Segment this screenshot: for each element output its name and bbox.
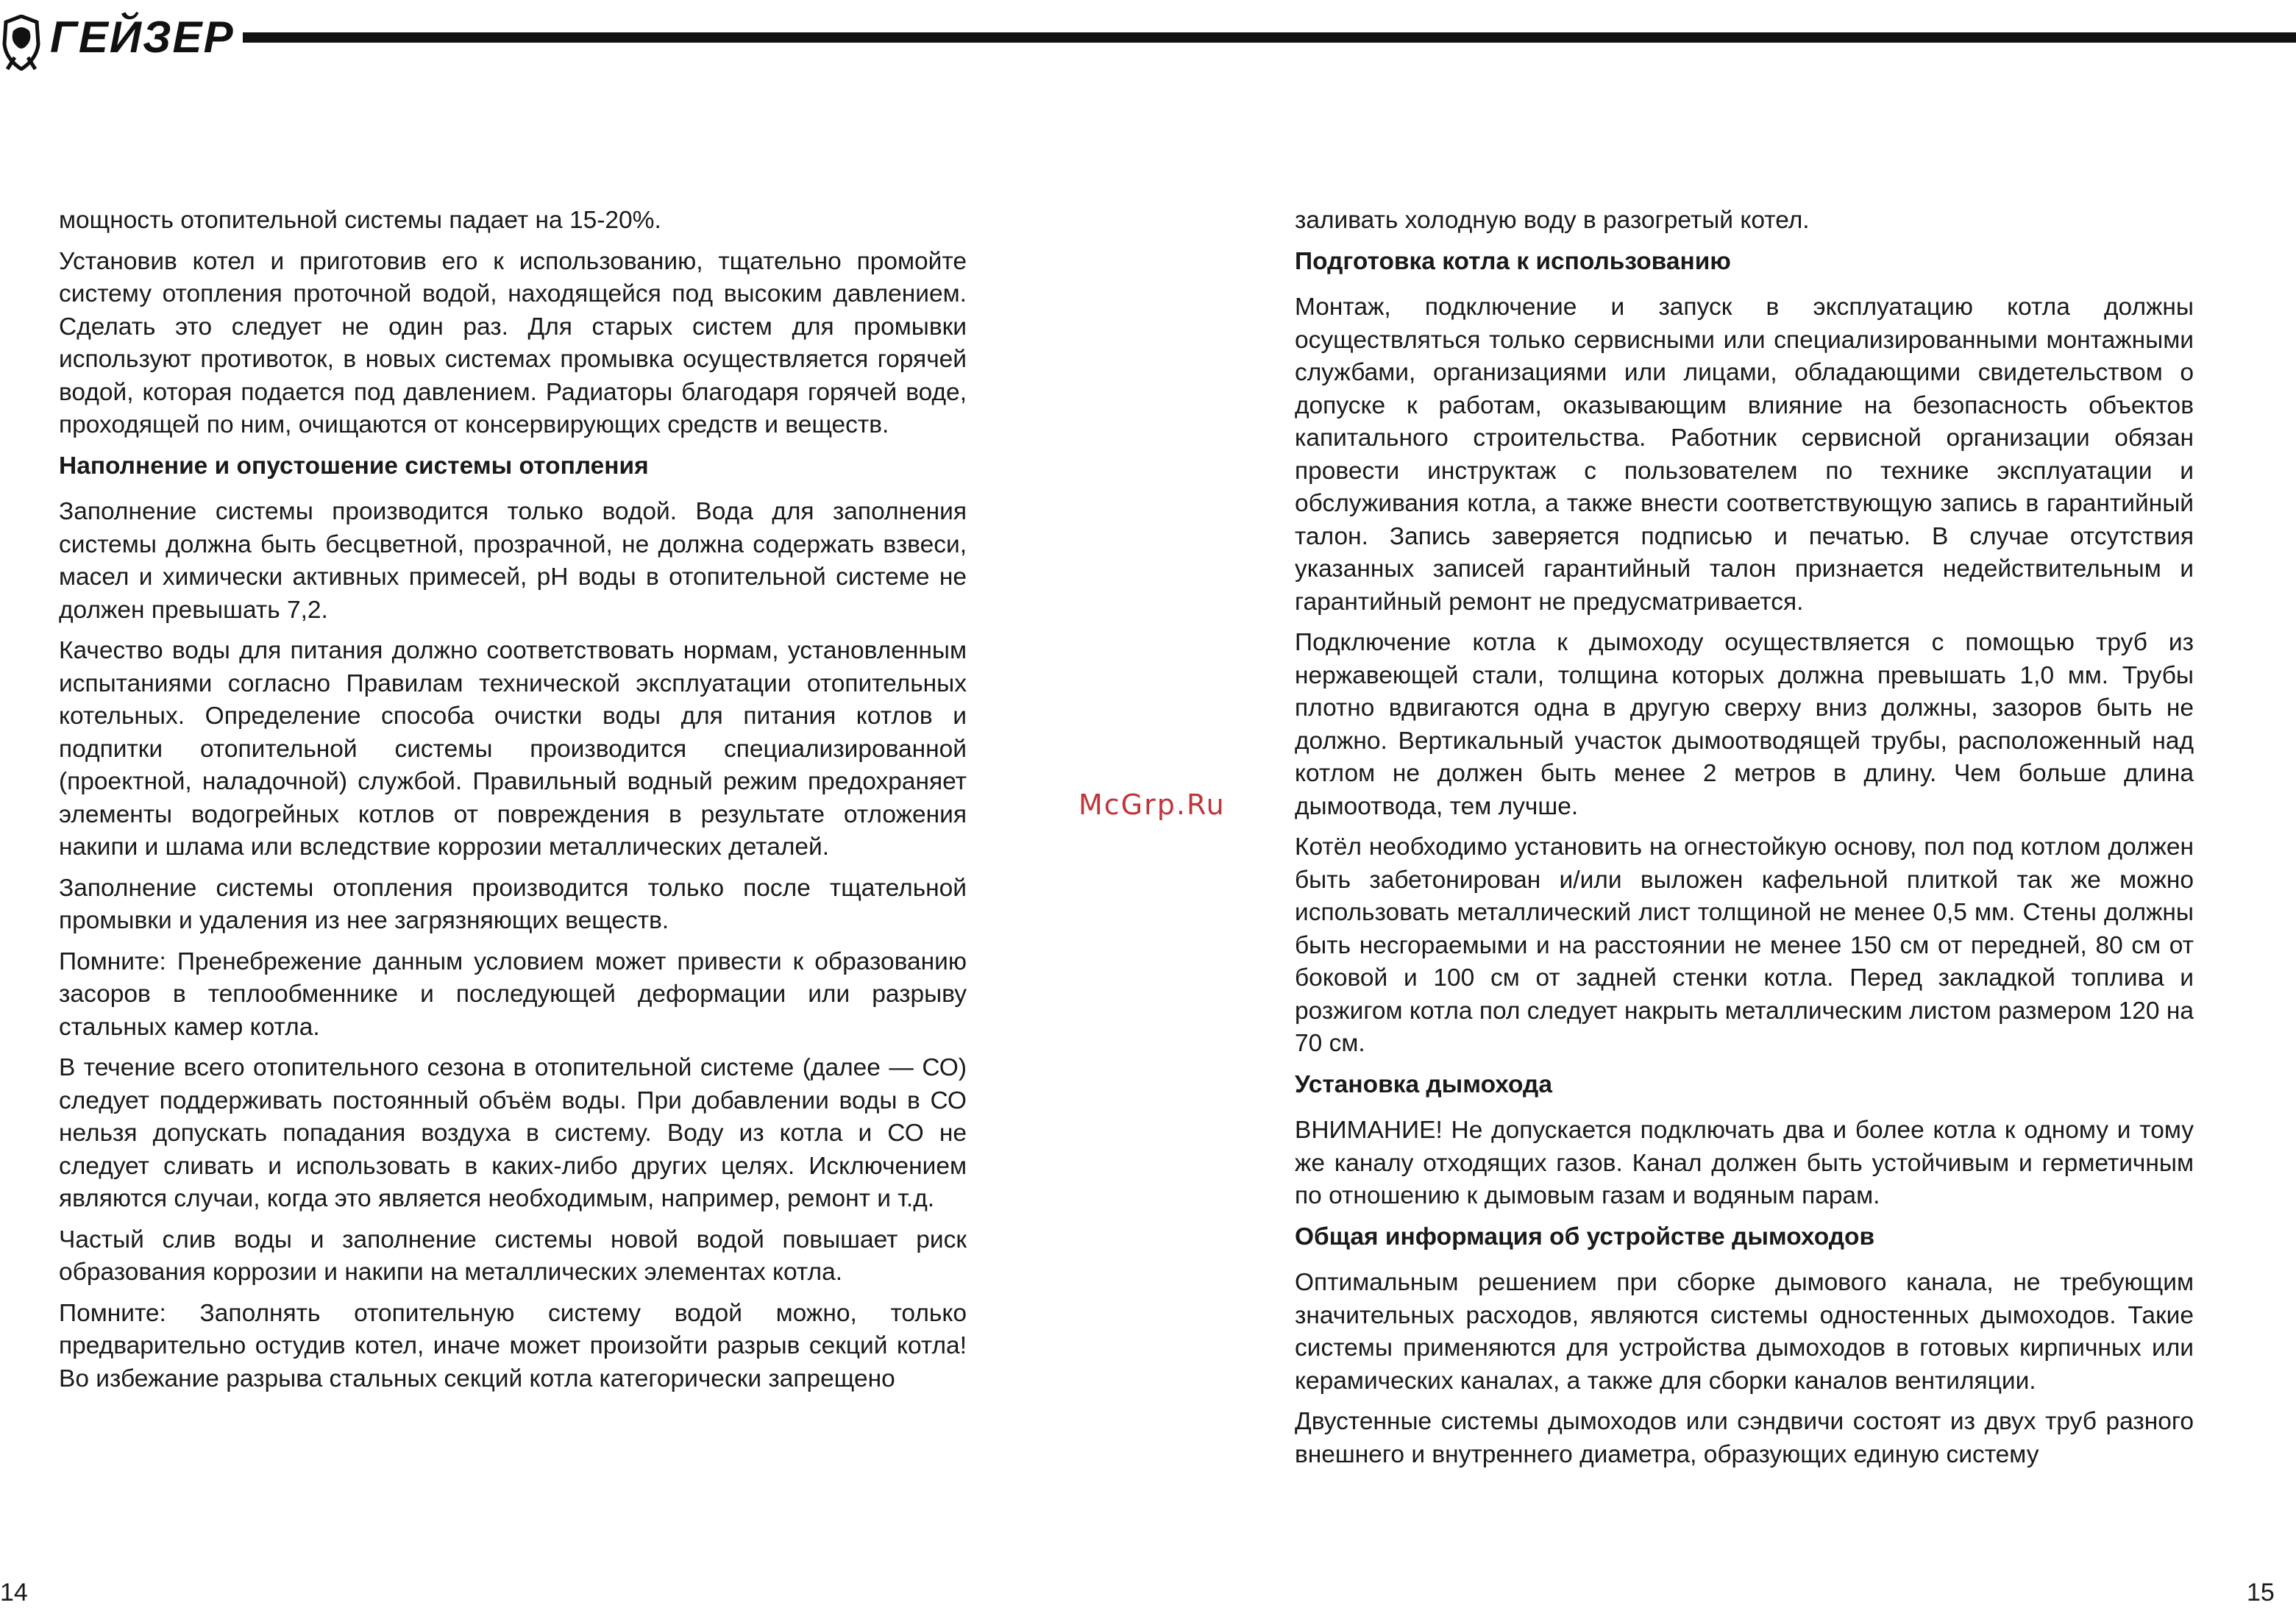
paragraph: Подключение котла к дымоходу осуществляется с помощью труб из нержавеющей стали, толщина которых должна превышать 1,0 мм. Трубы плотно вдвигаются одна в другую сверху вниз должны, зазоров быть не должно. Вертикальный участок дымоотводящей трубы, расположенный над котлом не должен быть менее 2 метров в длину. Чем больше длина дымоотвода, тем лучше.	[1295, 629, 2194, 820]
paragraph: Монтаж, подключение и запуск в эксплуатацию котла должны осуществляться только сервисными или специализированными монтажными службами, организациями или лицами, обладающими свидетельством о допуске к работам, оказывающим влияние на безопасность объектов капитального строительства. Работник сервисной организации обязан провести инструктаж с пользователем по технике эксплуатации и обслуживания котла, а также внести соответствующую запись в гарантийный талон. Запись заверяется подписью и печатью. В случае отсутствия указанных записей гарантийный талон признается недействительным и гарантийный ремонт не предусматривается.	[1295, 294, 2194, 616]
paragraph: Помните: Пренебрежение данным условием может привести к образованию засоров в теплообменнике и последующей деформации или разрыву стальных камер котла.	[59, 947, 967, 1041]
paragraph: мощность отопительной системы падает на 15-20%.	[59, 207, 661, 234]
section-heading: Подготовка котла к использованию	[1295, 247, 1731, 275]
paragraph: ВНИМАНИЕ! Не допускается подключать два и более котла к одному и тому же каналу отходящих газов. Канал должен быть устойчивым и герметичным по отношению к дымовым газам и водяным парам.	[1295, 1117, 2194, 1209]
section-heading: Установка дымохода	[1295, 1070, 1552, 1098]
paragraph: Котёл необходимо установить на огнестойкую основу, пол под котлом должен быть забетонирован и/или выложен кафельной плиткой так же можно использовать металлический лист толщиной не менее 0,5 мм. Стены должны быть несгораемыми и на расстоянии не менее 150 см от передней, 80 см от боковой и 100 см от задней стенки котла. Перед закладкой топлива и розжигом котла пол следует накрыть металлическим листом размером 120 на 70 см.	[1295, 833, 2194, 1057]
section-heading: Общая информация об устройстве дымоходов	[1295, 1223, 1875, 1251]
paragraph: Заполнение системы производится только водой. Вода для заполнения системы должна быть бесцветной, прозрачной, не должна содержать взвеси, масел и химически активных примесей, pH воды в отопительной системе не должен превышать 7,2.	[59, 498, 967, 624]
page-number-left: 14	[0, 1579, 28, 1607]
watermark: McGrp.Ru	[1078, 789, 1226, 821]
left-page-column	[59, 204, 967, 1404]
geyser-shield-icon	[0, 15, 43, 71]
paragraph: Установив котел и приготовив его к использованию, тщательно промойте систему отопления проточной водой, находящейся под высоким давлением. Сделать это следует не один раз. Для старых систем для промывки используют противоток, в новых системах промывка осуществляется горячей водой, которая подается под давлением. Радиаторы благодаря горячей воде, проходящей по ним, очищаются от консервирующих средств и веществ.	[59, 247, 967, 438]
page-header	[0, 0, 2296, 81]
paragraph: Частый слив воды и заполнение системы новой водой повышает риск образования коррозии и накипи на металлических элементах котла.	[59, 1225, 967, 1286]
paragraph: Помните: Заполнять отопительную систему водой можно, только предварительно остудив котел, иначе может произойти разрыв секций котла! Во избежание разрыва стальных секций котла категорически запрещено	[59, 1299, 967, 1392]
paragraph: Оптимальным решением при сборке дымового канала, не требующим значительных расходов, являются системы одностенных дымоходов. Такие системы применяются для устройства дымоходов в готовых кирпичных или керамических каналах, а также для сборки каналов вентиляции.	[1295, 1269, 2194, 1395]
page-number-right: 15	[2247, 1579, 2275, 1607]
brand-name: ГЕЙЗЕР	[50, 13, 235, 62]
section-heading: Наполнение и опустошение системы отопления	[59, 452, 649, 480]
right-page-column	[1295, 204, 2194, 1479]
paragraph: В течение всего отопительного сезона в отопительной системе (далее — СО) следует поддерживать постоянный объём воды. При добавлении воды в СО нельзя допускать попадания воздуха в систему. Воду из котла и СО не следует сливать и использовать в каких-либо других целях. Исключением являются случаи, когда это является необходимым, например, ремонт и т.д.	[59, 1054, 967, 1212]
header-rule	[243, 32, 2296, 43]
paragraph: Заполнение системы отопления производится только после тщательной промывки и удаления из нее загрязняющих веществ.	[59, 874, 967, 934]
paragraph: заливать холодную воду в разогретый котел.	[1295, 207, 1810, 234]
paragraph: Качество воды для питания должно соответствовать нормам, установленным испытаниями согласно Правилам технической эксплуатации отопительных котельных. Определение способа очистки воды для питания котлов и подпитки отопительной системы производится специализированной (проектной, наладочной) службой. Правильный водный режим предохраняет элементы водогрейных котлов от повреждения в результате отложения накипи и шлама или вследствие коррозии металлических деталей.	[59, 637, 967, 861]
paragraph: Двустенные системы дымоходов или сэндвичи состоят из двух труб разного внешнего и внутреннего диаметра, образующих единую систему	[1295, 1408, 2194, 1468]
